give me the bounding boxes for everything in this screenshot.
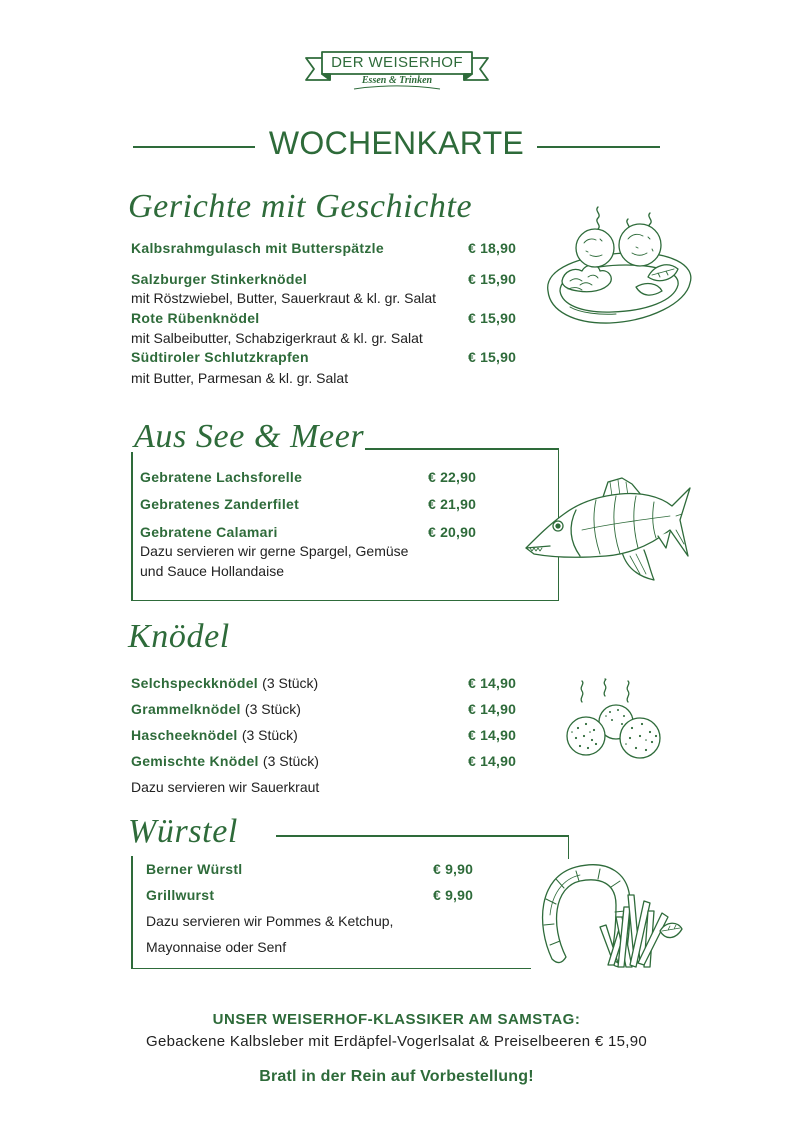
menu-item-name: [131, 726, 298, 744]
menu-item-price: € 15,90: [468, 271, 517, 287]
menu-item-portion: (3 Stück): [262, 675, 319, 691]
menu-item-price: € 20,90: [428, 524, 477, 540]
fish-illustration: [520, 474, 694, 586]
section-frame-bottom-line: [131, 968, 531, 970]
menu-item-name: Kalbsrahmgulasch mit Butterspätzle: [131, 240, 384, 256]
menu-item-name: Gebratenes Zanderfilet: [140, 496, 300, 512]
menu-item-price: € 9,90: [433, 861, 474, 877]
menu-item-description: mit Salbeibutter, Schabzigerkraut & kl. gr. Salat: [131, 330, 423, 346]
dumpling: [576, 229, 614, 267]
menu-item-price: € 14,90: [468, 675, 517, 691]
menu-item-name: Gebratene Lachsforelle: [140, 469, 303, 485]
menu-item-name: [131, 674, 318, 692]
menu-item-name: [131, 700, 301, 718]
menu-item-name: Berner Würstl: [146, 861, 243, 877]
steam: [581, 679, 629, 702]
section-heading-knoedel: Knödel: [128, 618, 230, 655]
brand-tagline: Essen & Trinken: [361, 75, 433, 86]
menu-item-name: Salzburger Stinkerknödel: [131, 271, 308, 287]
menu-item-description: mit Butter, Parmesan & kl. gr. Salat: [131, 370, 349, 386]
menu-item-price: € 18,90: [468, 240, 517, 256]
section-frame-left-line: [131, 452, 133, 601]
dumpling: [620, 718, 660, 758]
title-rule-right: [537, 146, 660, 148]
menu-item-price: € 21,90: [428, 496, 477, 512]
section-heading-gerichte: Gerichte mit Geschichte: [128, 188, 473, 225]
saturday-special-headline: UNSER WEISERHOF-KLASSIKER AM SAMSTAG:: [212, 1011, 581, 1028]
preorder-note: Bratl in der Rein auf Vorbestellung!: [259, 1068, 534, 1085]
menu-item-price: € 15,90: [468, 310, 517, 326]
section-note: Dazu servieren wir gerne Spargel, Gemüse: [140, 543, 409, 559]
menu-item-portion: (3 Stück): [262, 753, 319, 769]
menu-item-name: Grillwurst: [146, 887, 215, 903]
menu-item-name: Rote Rübenknödel: [131, 310, 260, 326]
menu-item-price: € 14,90: [468, 701, 517, 717]
brand-name: DER WEISERHOF: [331, 54, 463, 71]
dumpling-plate-illustration: [540, 203, 696, 329]
menu-item-name: Südtiroler Schlutzkrapfen: [131, 349, 309, 365]
menu-item-name: Gebratene Calamari: [140, 524, 278, 540]
menu-item-portion: (3 Stück): [244, 701, 301, 717]
menu-item-price: € 15,90: [468, 349, 517, 365]
section-note: Dazu servieren wir Pommes & Ketchup,: [146, 913, 394, 929]
menu-item-name: [131, 752, 319, 770]
menu-item-price: € 9,90: [433, 887, 474, 903]
section-frame-bottom-line: [131, 600, 559, 602]
menu-item-price: € 14,90: [468, 727, 517, 743]
section-heading-wuerstel: Würstel: [128, 813, 238, 850]
menu-item-portion: (3 Stück): [241, 727, 298, 743]
menu-item-description: mit Röstzwiebel, Butter, Sauerkraut & kl. gr. Salat: [131, 290, 437, 306]
french-fries: [600, 895, 668, 967]
menu-item-price: € 14,90: [468, 753, 517, 769]
saturday-special-dish: Gebackene Kalbsleber mit Erdäpfel-Vogerlsalat & Preiselbeeren € 15,90: [146, 1033, 647, 1050]
menu-item-title: Selchspeckknödel: [131, 675, 258, 691]
section-heading-see-meer: Aus See & Meer: [134, 418, 365, 455]
dumpling: [619, 224, 661, 266]
section-note: und Sauce Hollandaise: [140, 563, 284, 579]
dumplings-illustration: [560, 678, 670, 760]
dumpling: [567, 717, 605, 755]
section-frame-top-line: [365, 448, 559, 450]
menu-item-price: € 22,90: [428, 469, 477, 485]
menu-item-title: Hascheeknödel: [131, 727, 238, 743]
sausage-fries-illustration: [530, 855, 688, 973]
page-title: WOCHENKARTE: [268, 125, 525, 161]
section-note: Dazu servieren wir Sauerkraut: [131, 779, 320, 795]
section-frame-left-line: [131, 856, 133, 969]
section-frame-top-line: [276, 835, 569, 837]
menu-item-title: Gemischte Knödel: [131, 753, 259, 769]
ventral-fin: [622, 550, 654, 580]
menu-item-title: Grammelknödel: [131, 701, 241, 717]
section-note: Mayonnaise oder Senf: [146, 939, 287, 955]
